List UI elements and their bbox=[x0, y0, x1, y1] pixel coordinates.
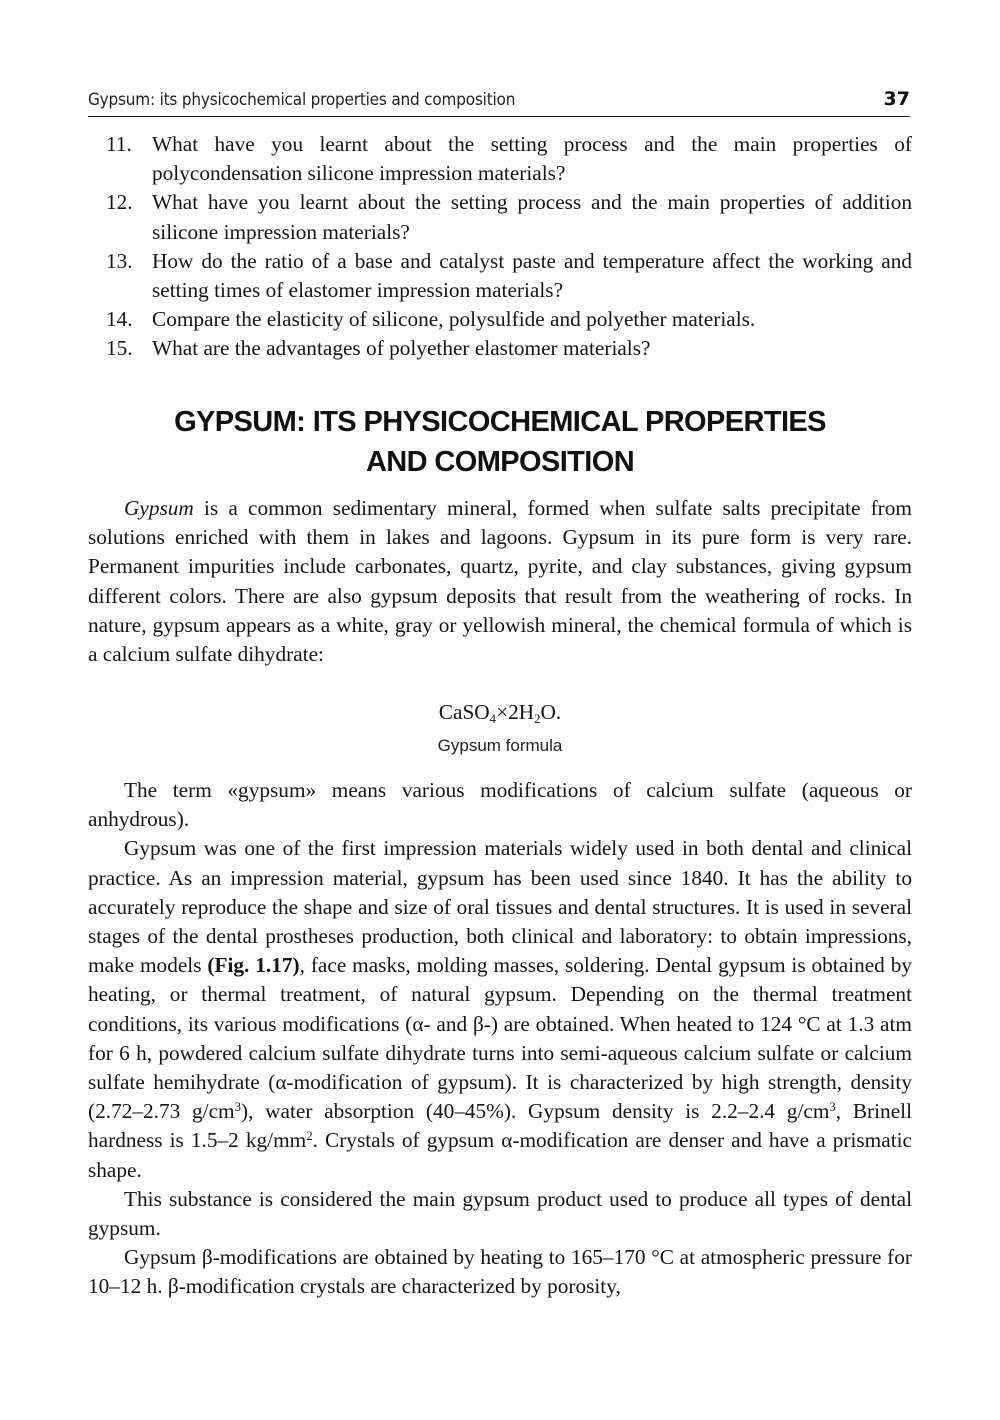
intro-text: is a common sedimentary mineral, formed when sulfate salts precipitate from solutions enriched with them in lakes and lagoons. Gypsum in its pure form is very rare. Permanent impurities include carbonates, quartz, pyrite, and clay substances, giving gypsum different colors. There are also gypsum deposits that result from the weathering of rocks. In nature, gypsum appears as a white, gray or yellowish mineral, the chemical formula of which is a calcium sulfate dihydrate: bbox=[88, 496, 912, 667]
formula-caption: Gypsum formula bbox=[437, 736, 563, 755]
question-text: What have you learnt about the setting process and the main properties of addition silicone impression materials? bbox=[152, 190, 912, 244]
section-title-line-2: AND COMPOSITION bbox=[365, 446, 635, 478]
beta-modification-paragraph: Gypsum β-modifications are obtained by heating to 165–170 °C at atmospheric pressure for 10–12 h. β-modification crystals are characterized by porosity, bbox=[88, 1245, 912, 1299]
running-title: Gypsum: its physicochemical properties and composition bbox=[88, 90, 516, 110]
section-title-line-1: GYPSUM: ITS PHYSICOCHEMICAL PROPERTIES bbox=[174, 406, 826, 438]
main-product-paragraph: This substance is considered the main gypsum product used to produce all types of dental gypsum. bbox=[88, 1186, 912, 1241]
section-title bbox=[88, 402, 912, 482]
gypsum-term: Gypsum bbox=[124, 496, 194, 520]
main-text-block bbox=[88, 776, 912, 1302]
question-number: 14. bbox=[106, 307, 133, 332]
history-paragraph bbox=[88, 834, 912, 1184]
formula-subscript-1: 4 bbox=[489, 711, 497, 726]
formula-part-1: CaSO bbox=[438, 700, 490, 724]
intro-paragraph bbox=[88, 494, 912, 669]
question-item bbox=[88, 130, 912, 188]
formula-subscript-2: 2 bbox=[534, 711, 541, 726]
question-text: What have you learnt about the setting process and the main properties of polycondensation silicone impression materials? bbox=[152, 132, 912, 186]
question-item bbox=[88, 188, 912, 246]
intro-block bbox=[88, 494, 912, 669]
term-definition-paragraph: The term «gypsum» means various modifications of calcium sulfate (aqueous or anhydrous). bbox=[88, 778, 912, 832]
question-number: 11. bbox=[106, 132, 132, 156]
running-header bbox=[88, 90, 910, 117]
review-questions-list bbox=[88, 130, 912, 364]
question-text: How do the ratio of a base and catalyst paste and temperature affect the working and setting times of elastomer impression materials? bbox=[152, 248, 912, 303]
question-item bbox=[88, 334, 912, 363]
history-text-e: . Crystals of gypsum α-modification are denser and have a prismatic shape. bbox=[88, 1128, 912, 1182]
history-text-c: ), water absorption (40–45%). Gypsum density is 2.2–2.4 g/cm bbox=[241, 1099, 830, 1124]
question-number: 13. bbox=[106, 248, 133, 273]
chemical-formula bbox=[88, 698, 912, 727]
question-number: 12. bbox=[106, 190, 133, 215]
question-number: 15. bbox=[106, 336, 133, 361]
history-text-d: , Brinell hardness is 1.5–2 kg/mm bbox=[88, 1099, 912, 1153]
superscript-3: 3 bbox=[234, 1100, 241, 1115]
question-text: What are the advantages of polyether elastomer materials? bbox=[152, 336, 651, 361]
question-item bbox=[88, 247, 912, 305]
superscript-2: 2 bbox=[306, 1129, 313, 1144]
figure-reference: (Fig. 1.17) bbox=[207, 953, 300, 978]
formula-part-3: O. bbox=[540, 700, 562, 724]
question-item bbox=[88, 305, 912, 334]
formula-part-2: ×2H bbox=[496, 700, 535, 724]
question-text: Compare the elasticity of silicone, polysulfide and polyether materials. bbox=[152, 307, 756, 332]
history-text-a: Gypsum was one of the first impression materials widely used in both dental and clinical practice. As an impression material, gypsum has been used since 1840. It has the ability to accurately reproduce the shape and size of oral tissues and dental structures. It is used in several stages of the dental prostheses production, both clinical and laboratory: to obtain impressions, make models bbox=[88, 836, 912, 978]
page-number: 37 bbox=[883, 88, 910, 110]
superscript-3: 3 bbox=[829, 1100, 836, 1115]
history-text-b: , face masks, molding masses, soldering. Dental gypsum is obtained by heating, or thermal treatment, of natural gypsum. Depending on the thermal treatment conditions, its various modifications (α- and β-) are obtained. When heated to 124 °C at 1.3 atm for 6 h, powdered calcium sulfate dihydrate turns into semi-aqueous calcium sulfate or calcium sulfate hemihydrate (α-modification of gypsum). It is characterized by high strength, density (2.72–2.73 g/cm bbox=[88, 953, 912, 1124]
